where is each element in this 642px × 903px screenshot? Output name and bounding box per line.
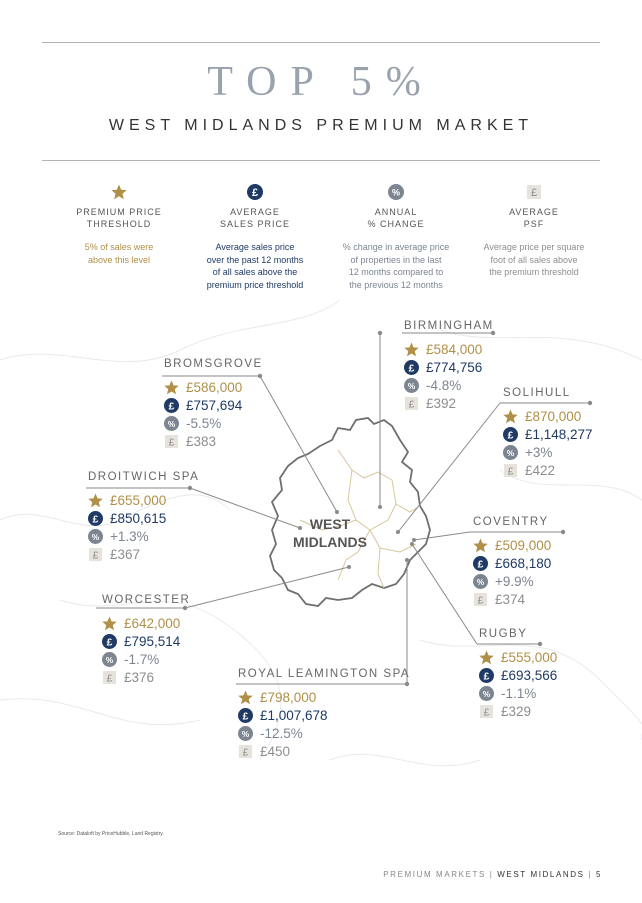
legend-desc-line: foot of all sales above xyxy=(490,254,578,265)
threshold-value: £870,000 xyxy=(525,408,582,424)
percent-icon xyxy=(404,378,419,393)
header-rule xyxy=(42,160,600,161)
top-rule xyxy=(42,42,600,43)
legend-desc-line: the previous 12 months xyxy=(349,279,443,290)
svg-text:£: £ xyxy=(92,549,99,561)
pound-icon xyxy=(164,398,179,413)
pound-icon xyxy=(404,360,419,375)
psf-value: £392 xyxy=(426,395,457,411)
legend-avg-sales xyxy=(192,184,318,291)
psf-value: £329 xyxy=(501,703,532,719)
legend-desc-line: Average price per square xyxy=(483,242,585,252)
change-value: +9.9% xyxy=(495,573,534,589)
svg-text:£: £ xyxy=(242,746,249,758)
svg-text:£: £ xyxy=(106,672,113,684)
city-coventry xyxy=(473,516,551,608)
legend-desc-line: over the past 12 months xyxy=(206,254,304,265)
avg-price-value: £693,566 xyxy=(501,667,558,683)
city-solihull xyxy=(503,387,593,479)
city-royal-leamington-spa xyxy=(238,668,410,760)
avg-price-value: £774,756 xyxy=(426,359,483,375)
city-name: BROMSGROVE xyxy=(164,358,263,370)
change-value: -5.5% xyxy=(186,415,222,431)
legend-desc-line: the premium threshold xyxy=(489,267,579,277)
psf-pound-icon xyxy=(479,704,494,719)
avg-price-value: £1,007,678 xyxy=(260,707,328,723)
avg-price-value: £850,615 xyxy=(110,510,167,526)
legend-description xyxy=(56,241,182,266)
page-title: TOP 5% xyxy=(207,59,435,105)
psf-value: £450 xyxy=(260,743,291,759)
svg-text:%: % xyxy=(482,688,491,699)
svg-text:£: £ xyxy=(168,400,175,412)
city-bromsgrove xyxy=(164,358,263,450)
legend-title-line1: PREMIUM PRICE xyxy=(76,207,162,217)
threshold-value: £798,000 xyxy=(260,689,317,705)
psf-pound-icon xyxy=(473,592,488,607)
pound-icon xyxy=(88,511,103,526)
psf-value: £383 xyxy=(186,433,217,449)
legend-description xyxy=(192,241,318,291)
svg-text:£: £ xyxy=(168,436,175,448)
svg-text:£: £ xyxy=(92,513,99,525)
svg-text:£: £ xyxy=(483,670,490,682)
pound-icon xyxy=(238,708,253,723)
legend-threshold xyxy=(56,184,182,266)
svg-text:£: £ xyxy=(507,465,514,477)
change-value: +1.3% xyxy=(110,528,149,544)
percent-icon xyxy=(102,652,117,667)
star-icon xyxy=(473,538,488,553)
psf-pound-icon xyxy=(404,396,419,411)
city-name: SOLIHULL xyxy=(503,387,571,399)
svg-text:%: % xyxy=(407,380,416,391)
city-name: WORCESTER xyxy=(102,594,191,606)
star-icon xyxy=(164,380,179,395)
psf-pound-icon xyxy=(238,744,253,759)
source-note: Source: Dataloft by PriceHubble, Land Registry. xyxy=(58,831,164,837)
legend-desc-line: 5% of sales were xyxy=(84,242,154,252)
legend-title-line2: % CHANGE xyxy=(367,219,425,229)
city-name: ROYAL LEAMINGTON SPA xyxy=(238,668,411,680)
percent-icon xyxy=(164,416,179,431)
avg-price-value: £668,180 xyxy=(495,555,552,571)
city-name: BIRMINGHAM xyxy=(404,320,494,332)
svg-text:%: % xyxy=(167,418,176,429)
page-subtitle: WEST MIDLANDS PREMIUM MARKET xyxy=(108,117,534,134)
svg-text:%: % xyxy=(91,531,100,542)
threshold-value: £586,000 xyxy=(186,379,243,395)
psf-value: £376 xyxy=(124,669,155,685)
legend-annual-change xyxy=(333,184,459,291)
city-birmingham xyxy=(404,320,494,412)
svg-text:%: % xyxy=(105,654,114,665)
percent-icon xyxy=(479,686,494,701)
star-icon xyxy=(404,342,419,357)
star-icon xyxy=(479,650,494,665)
percent-icon xyxy=(238,726,253,741)
change-value: -4.8% xyxy=(426,377,462,393)
threshold-value: £555,000 xyxy=(501,649,558,665)
threshold-value: £655,000 xyxy=(110,492,167,508)
legend-title-line2: PSF xyxy=(523,219,545,229)
psf-pound-icon xyxy=(526,184,542,200)
percent-icon xyxy=(388,184,404,200)
region-label-line1: WEST xyxy=(309,516,351,532)
svg-text:%: % xyxy=(391,187,401,198)
svg-text:£: £ xyxy=(251,187,259,199)
star-icon xyxy=(238,690,253,705)
psf-pound-icon xyxy=(503,463,518,478)
city-name: RUGBY xyxy=(479,628,528,640)
legend-title-line1: AVERAGE xyxy=(230,207,280,217)
legend-desc-line: of all sales above the xyxy=(212,267,298,277)
threshold-value: £509,000 xyxy=(495,537,552,553)
svg-text:£: £ xyxy=(507,429,514,441)
percent-icon xyxy=(88,529,103,544)
threshold-value: £584,000 xyxy=(426,341,483,357)
footer-section: PREMIUM MARKETS xyxy=(383,870,486,879)
pound-icon xyxy=(479,668,494,683)
avg-price-value: £757,694 xyxy=(186,397,243,413)
svg-text:£: £ xyxy=(477,558,484,570)
pound-icon xyxy=(102,634,117,649)
legend xyxy=(71,184,603,294)
change-value: +3% xyxy=(525,444,553,460)
svg-text:£: £ xyxy=(242,710,249,722)
city-droitwich-spa xyxy=(88,471,199,563)
psf-value: £374 xyxy=(495,591,526,607)
star-icon xyxy=(111,184,127,200)
legend-psf xyxy=(471,184,597,279)
footer-divider: | xyxy=(588,870,596,879)
pound-icon xyxy=(503,427,518,442)
svg-text:%: % xyxy=(476,576,485,587)
region-label-line2: MIDLANDS xyxy=(293,534,367,550)
legend-title-line1: ANNUAL xyxy=(374,207,418,217)
legend-title-line2: SALES PRICE xyxy=(219,219,291,229)
city-name: COVENTRY xyxy=(473,516,549,528)
threshold-value: £642,000 xyxy=(124,615,181,631)
legend-desc-line: premium price threshold xyxy=(206,279,304,290)
legend-desc-line: 12 months compared to xyxy=(348,267,444,277)
footer-divider: | xyxy=(489,870,498,879)
svg-text:£: £ xyxy=(408,398,415,410)
legend-title-line2: THRESHOLD xyxy=(86,219,152,229)
west-midlands-outline xyxy=(270,418,430,606)
legend-description xyxy=(333,241,459,291)
pound-icon xyxy=(247,184,263,200)
svg-text:%: % xyxy=(506,447,515,458)
psf-pound-icon xyxy=(102,670,117,685)
svg-text:£: £ xyxy=(106,636,113,648)
legend-desc-line: above this level xyxy=(87,254,151,265)
change-value: -1.1% xyxy=(501,685,537,701)
svg-text:£: £ xyxy=(483,706,490,718)
legend-desc-line: % change in average price xyxy=(342,242,450,252)
svg-text:£: £ xyxy=(408,362,415,374)
star-icon xyxy=(102,616,117,631)
legend-desc-line: Average sales price xyxy=(215,242,295,252)
svg-text:£: £ xyxy=(477,594,484,606)
legend-desc-line: of properties in the last xyxy=(350,254,442,265)
percent-icon xyxy=(473,574,488,589)
change-value: -1.7% xyxy=(124,651,160,667)
psf-value: £367 xyxy=(110,546,141,562)
page-number: 5 xyxy=(595,870,602,879)
svg-text:%: % xyxy=(241,728,250,739)
legend-description xyxy=(471,241,597,279)
svg-text:£: £ xyxy=(530,187,538,199)
legend-title-line1: AVERAGE xyxy=(509,207,559,217)
page-footer xyxy=(383,870,602,879)
city-name: DROITWICH SPA xyxy=(88,471,200,483)
avg-price-value: £795,514 xyxy=(124,633,181,649)
percent-icon xyxy=(503,445,518,460)
avg-price-value: £1,148,277 xyxy=(525,426,593,442)
star-icon xyxy=(503,409,518,424)
psf-pound-icon xyxy=(88,547,103,562)
pound-icon xyxy=(473,556,488,571)
psf-pound-icon xyxy=(164,434,179,449)
footer-region: WEST MIDLANDS xyxy=(497,870,585,879)
city-worcester xyxy=(102,594,190,686)
psf-value: £422 xyxy=(525,462,556,478)
change-value: -12.5% xyxy=(260,725,303,741)
city-rugby xyxy=(479,628,557,720)
star-icon xyxy=(88,493,103,508)
